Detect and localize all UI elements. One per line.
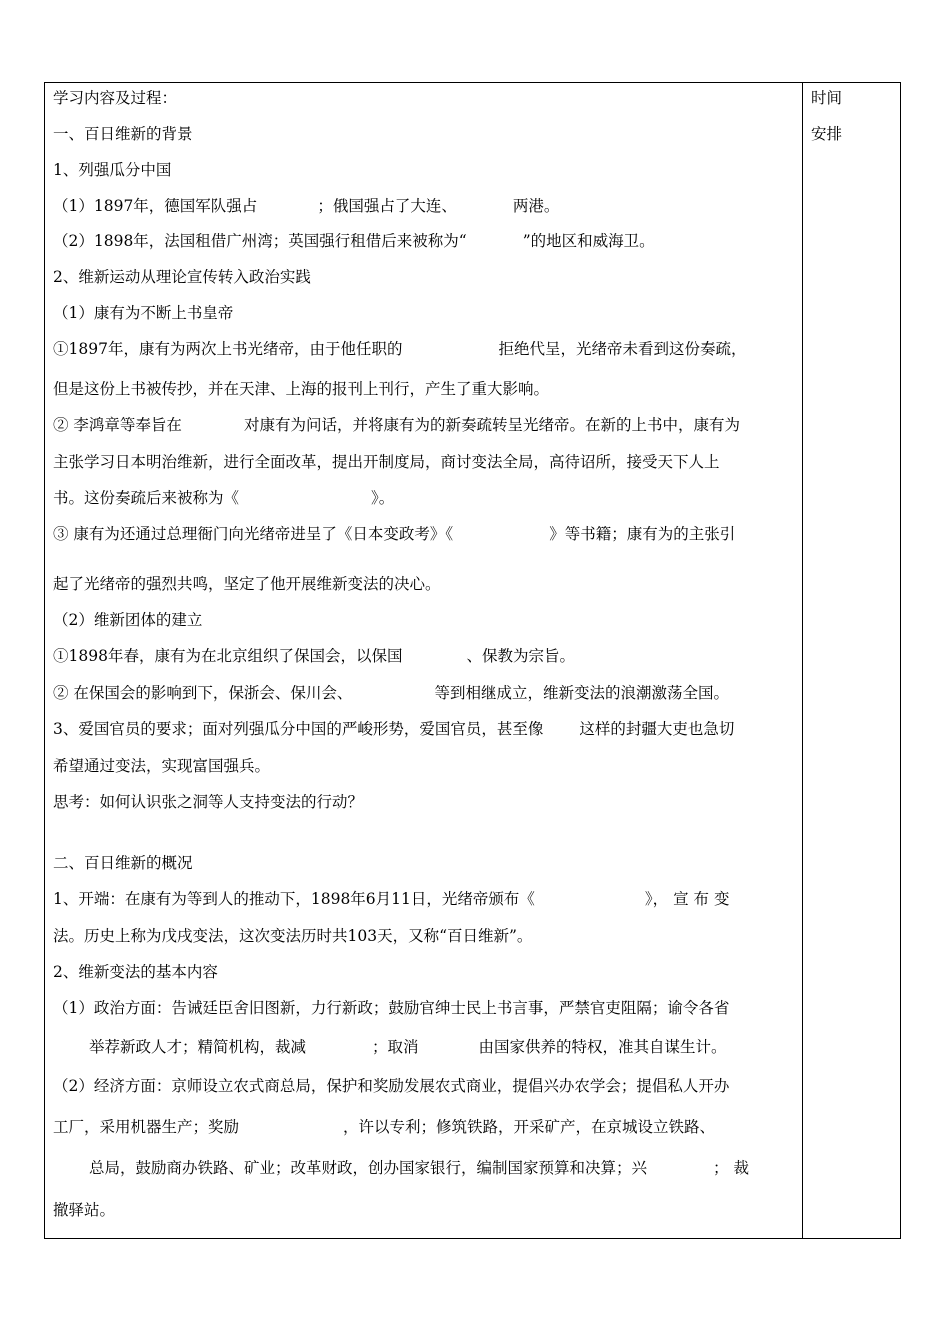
schedule-label: 安排 (811, 125, 843, 143)
text-segment: 总局，鼓励商办铁路、矿业；改革财政，创办国家银行，编制国家预算和决算；兴 (89, 1159, 648, 1177)
text-line (53, 196, 559, 216)
text-segment: ② 在保国会的影响到下，保浙会、保川会、 (53, 684, 353, 702)
text-segment: ①1897年，康有为两次上书光绪帝，由于他任职的 (53, 340, 403, 358)
text-segment: ①1898年春，康有为在北京组织了保国会，以保国 (53, 647, 403, 665)
text-line: 主张学习日本明治维新，进行全面改革，提出开制度局，商讨变法全局，高待诏所，接受天下人上 (53, 453, 720, 471)
text-line: 撤驿站。 (53, 1201, 116, 1219)
text-line: （1）康有为不断上书皇帝 (53, 304, 234, 322)
text-segment: ② 李鸿章等奉旨在 (53, 416, 182, 434)
text-line: 但是这份上书被传抄，并在天津、上海的报刊上刊行，产生了重大影响。 (53, 380, 550, 398)
text-line (53, 231, 655, 251)
subsection-title: 2、维新变法的基本内容 (53, 963, 218, 981)
subsection-title: 2、维新运动从理论宣传转入政治实践 (53, 268, 311, 286)
text-line: 希望通过变法，实现富国强兵。 (53, 757, 271, 775)
text-segment: 》。 (371, 489, 395, 507)
section-title-2: 二、百日维新的概况 (53, 854, 193, 872)
text-segment: 举荐新政人才；精简机构，裁减 (89, 1038, 307, 1056)
text-line (53, 646, 575, 666)
text-segment: 等到相继成立，维新变法的浪潮激荡全国。 (434, 684, 729, 702)
text-segment: 》等书籍；康有为的主张引 (549, 525, 736, 543)
text-line: 法。历史上称为戊戌变法，这次变法历时共103天，又称“百日维新”。 (53, 927, 533, 945)
text-segment: 拒绝代呈，光绪帝未看到这份奏疏， (498, 340, 747, 358)
text-line (53, 1117, 715, 1137)
text-line (53, 524, 735, 544)
text-segment: ，许以专利；修筑铁路，开采矿产，在京城设立铁路、 (343, 1118, 716, 1136)
section-heading: 学习内容及过程： (53, 89, 178, 107)
text-segment: ③ 康有为还通过总理衙门向光绪帝进呈了《日本变政考》《 (53, 525, 454, 543)
time-label: 时间 (811, 89, 843, 107)
text-line (53, 889, 729, 909)
text-line: （1）政治方面：告诫廷臣舍旧图新，力行新政；鼓励官绅士民上书言事，严禁官吏阻隔；谕令各省 (53, 999, 730, 1017)
subsection-title: 1、列强瓜分中国 (53, 161, 172, 179)
text-line (89, 1037, 727, 1057)
text-segment: （2）1898年，法国租借广州湾；英国强行租借后来被称为“ (53, 232, 467, 250)
text-line (53, 719, 734, 739)
text-line (53, 415, 740, 435)
text-segment: 1、开端：在康有为等到人的推动下，1898年6月11日，光绪帝颁布《 (53, 890, 535, 908)
text-segment: 两港。 (512, 197, 560, 215)
text-segment: ；俄国强占了大连、 (317, 197, 457, 215)
question-line: 思考：如何认识张之洞等人支持变法的行动？ (53, 793, 364, 811)
text-segment: 、保教为宗旨。 (466, 647, 575, 665)
text-line: （2）经济方面：京师设立农式商总局，保护和奖励发展农式商业，提倡兴办农学会；提倡私人开办 (53, 1077, 730, 1095)
text-line (53, 488, 394, 508)
content-table (44, 82, 901, 1239)
text-line: 起了光绪帝的强烈共鸣，坚定了他开展维新变法的决心。 (53, 575, 441, 593)
text-segment: 工厂，采用机器生产；奖励 (53, 1118, 240, 1136)
text-line (53, 339, 746, 359)
section-title-1: 一、百日维新的背景 (53, 125, 193, 143)
text-segment: ； 裁 (713, 1159, 749, 1177)
text-line: （2）维新团体的建立 (53, 611, 203, 629)
text-segment: 对康有为问话，并将康有为的新奏疏转呈光绪帝。在新的上书中，康有为 (243, 416, 740, 434)
text-segment: （1）1897年，德国军队强占 (53, 197, 258, 215)
text-segment: ”的地区和威海卫。 (522, 232, 655, 250)
text-line (89, 1158, 749, 1178)
text-segment: ；取消 (372, 1038, 419, 1056)
text-segment: 》， 宣 布 变 (644, 890, 730, 908)
text-segment: 书。这份奏疏后来被称为《 (53, 489, 240, 507)
text-segment: 由国家供养的特权，准其自谋生计。 (478, 1038, 727, 1056)
text-segment: 3、爱国官员的要求；面对列强瓜分中国的严峻形势，爱国官员，甚至像 (53, 720, 544, 738)
column-divider (802, 83, 803, 1238)
text-line (53, 683, 729, 703)
text-segment: 这样的封疆大吏也急切 (579, 720, 735, 738)
